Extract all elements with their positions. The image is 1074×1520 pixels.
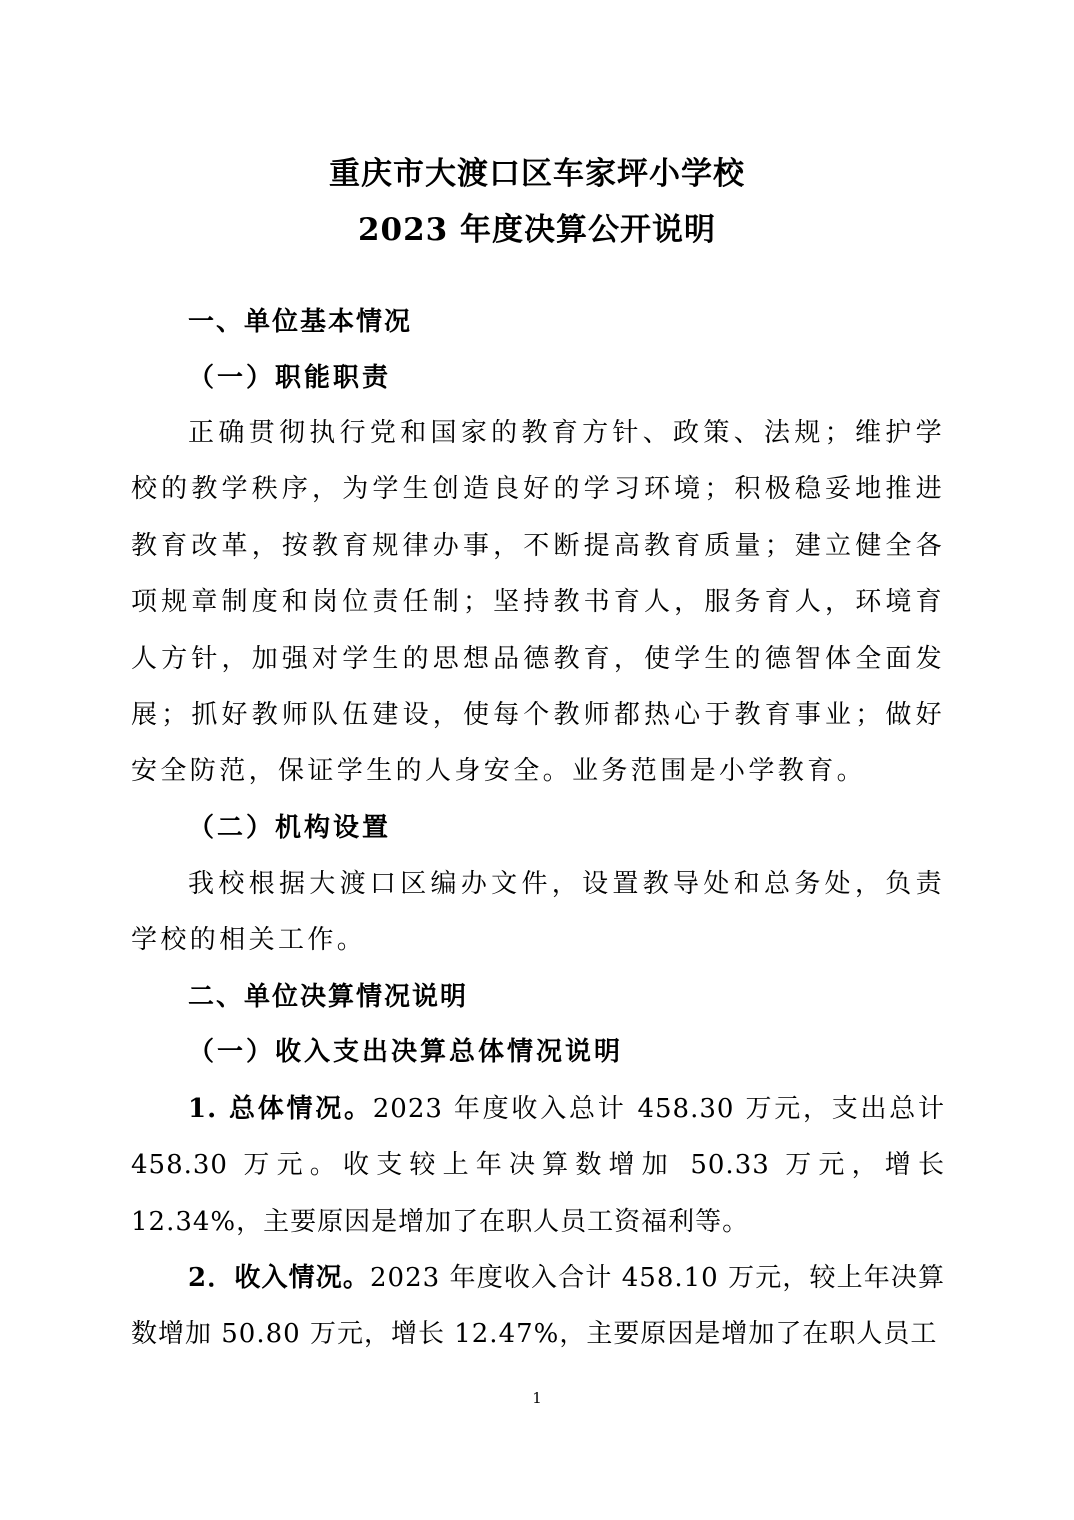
section2-heading: 二、单位决算情况说明 [188, 982, 469, 1012]
document-title-line1: 重庆市大渡口区车家坪小学校 [329, 156, 745, 192]
section2-item2-paragraph [131, 1250, 945, 1363]
section1-sub1-paragraph: 正确贯彻执行党和国家的教育方针、政策、法规；维护学校的教学秩序，为学生创造良好的学习环境；积极稳妥地推进教育改革，按教育规律办事，不断提高教育质量；建立健全各项规章制度和岗位责任制；坚持教书育人，服务育人，环境育人方针，加强对学生的思想品德教育，使学生的德智体全面发展；抓好教师队伍建设，使每个教师都热心于教育事业；做好安全防范，保证学生的人身安全。业务范围是小学教育。 [131, 418, 945, 787]
item1-lead: 1. 总体情况。 [188, 1094, 373, 1124]
page-number: 1 [532, 1389, 542, 1407]
item2-text: 2023 年度收入合计 458.10 万元，较上年决算数增加 50.80 万元，增长 12.47%，主要原因是增加了在职人员工 [131, 1263, 946, 1350]
section1-heading: 一、单位基本情况 [188, 307, 413, 337]
section1-sub2-heading: （二）机构设置 [188, 813, 392, 843]
section2-item1-paragraph [131, 1081, 945, 1250]
section1-sub2-paragraph: 我校根据大渡口区编办文件，设置教导处和总务处，负责学校的相关工作。 [131, 869, 945, 956]
item2-lead: 2．收入情况。 [188, 1263, 370, 1293]
section1-sub1-heading: （一）职能职责 [188, 363, 392, 393]
document-title-line2: 2023 年度决算公开说明 [357, 212, 717, 248]
item1-text: 2023 年度收入总计 458.30 万元，支出总计 458.30 万元。收支较上年决算数增加 50.33 万元，增长 12.34%，主要原因是增加了在职人员工资福利等。 [131, 1094, 945, 1237]
section2-sub1-heading: （一）收入支出决算总体情况说明 [188, 1037, 624, 1067]
